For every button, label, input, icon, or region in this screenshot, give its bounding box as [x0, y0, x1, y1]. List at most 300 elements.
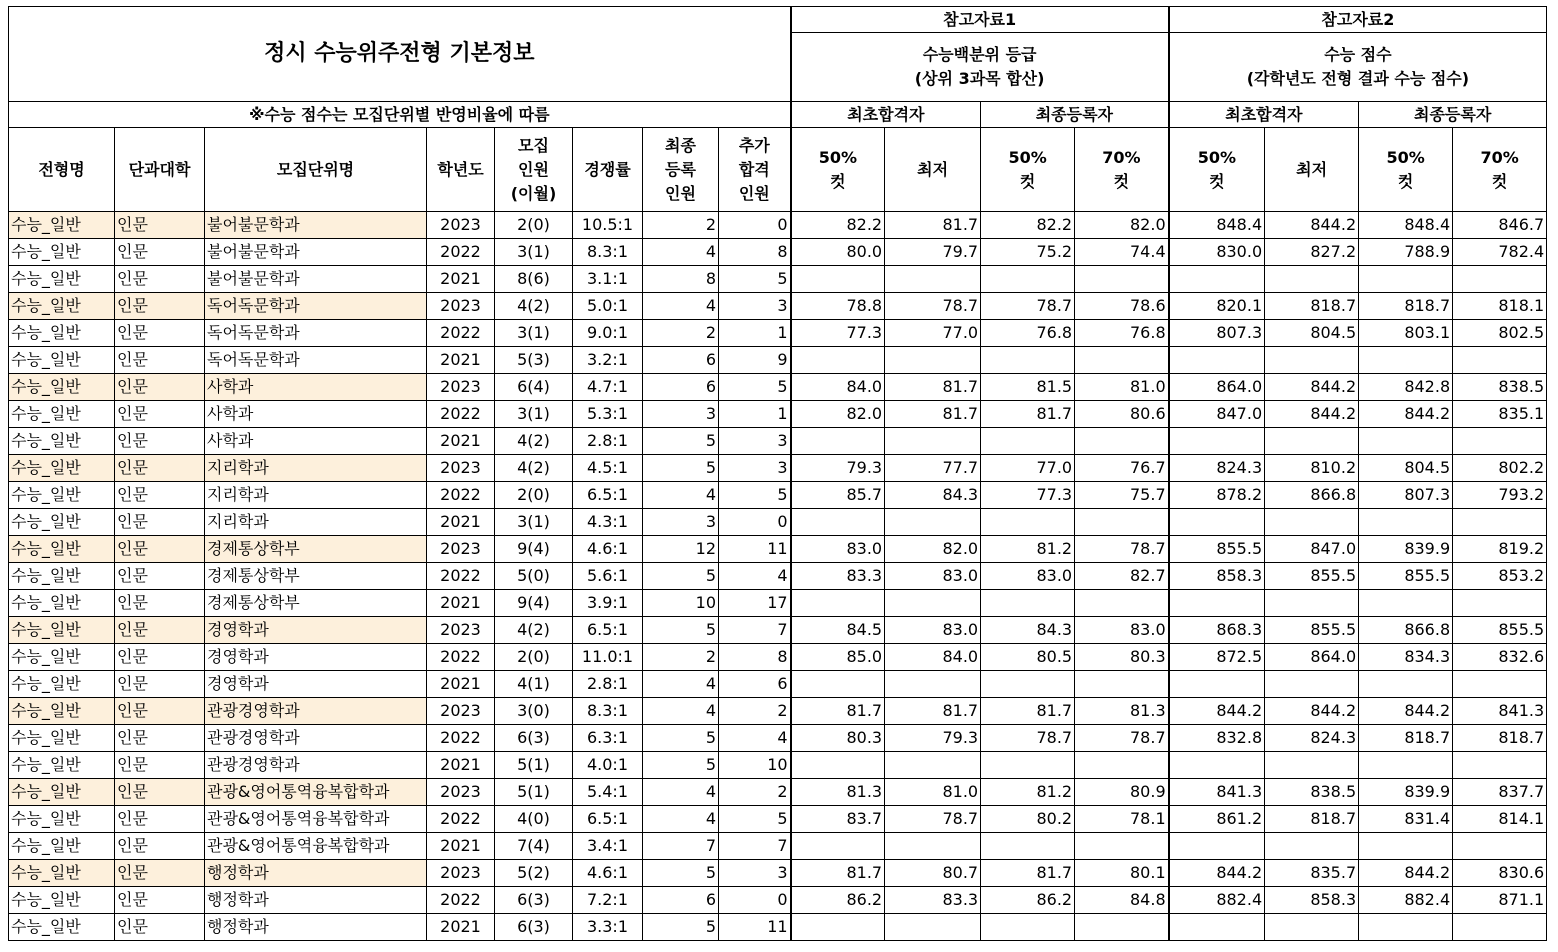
- cell-quota: 5(0): [495, 563, 573, 590]
- cell-year: 2023: [427, 860, 495, 887]
- cell-pct-first-cut50: 81.7: [791, 860, 885, 887]
- cell-college: 인문: [115, 833, 205, 860]
- cell-pct-final-cut70: [1075, 428, 1169, 455]
- cell-ratio: 8.3:1: [573, 698, 643, 725]
- table-row: [9, 536, 1547, 563]
- cell-quota: 9(4): [495, 590, 573, 617]
- cell-ratio: 4.3:1: [573, 509, 643, 536]
- cell-unit: 불어불문학과: [205, 239, 427, 266]
- ref1-description: [791, 33, 1169, 102]
- cell-score-first-cut50: 878.2: [1169, 482, 1265, 509]
- cell-additional-admit: 1: [719, 320, 791, 347]
- cell-score-final-cut50: 844.2: [1359, 401, 1453, 428]
- cell-pct-first-min: 81.7: [885, 212, 981, 239]
- cell-pct-final-cut70: 81.0: [1075, 374, 1169, 401]
- cell-pct-first-min: [885, 671, 981, 698]
- cell-final-enrolled: 5: [643, 860, 719, 887]
- cell-score-final-cut50: 803.1: [1359, 320, 1453, 347]
- cell-additional-admit: 5: [719, 482, 791, 509]
- cell-pct-first-min: 83.3: [885, 887, 981, 914]
- cell-pct-final-cut70: [1075, 347, 1169, 374]
- table-row: [9, 644, 1547, 671]
- cell-pct-final-cut50: 81.2: [981, 779, 1075, 806]
- cell-score-final-cut70: [1453, 509, 1547, 536]
- cell-college: 인문: [115, 806, 205, 833]
- table-row: [9, 671, 1547, 698]
- table-row: [9, 455, 1547, 482]
- table-row: [9, 239, 1547, 266]
- cell-quota: 6(3): [495, 914, 573, 941]
- cell-pct-final-cut50: 78.7: [981, 725, 1075, 752]
- cell-pct-first-cut50: 83.3: [791, 563, 885, 590]
- cell-college: 인문: [115, 590, 205, 617]
- cell-additional-admit: 8: [719, 644, 791, 671]
- cell-ratio: 5.3:1: [573, 401, 643, 428]
- cell-pct-first-min: 77.0: [885, 320, 981, 347]
- cell-score-first-min: [1265, 509, 1359, 536]
- cell-score-first-min: 824.3: [1265, 725, 1359, 752]
- cell-college: 인문: [115, 509, 205, 536]
- cell-pct-first-cut50: 84.5: [791, 617, 885, 644]
- cell-score-final-cut50: [1359, 914, 1453, 941]
- cell-year: 2021: [427, 509, 495, 536]
- table-row: [9, 212, 1547, 239]
- cell-additional-admit: 4: [719, 563, 791, 590]
- cell-score-final-cut50: [1359, 752, 1453, 779]
- cell-college: 인문: [115, 320, 205, 347]
- cell-final-enrolled: 4: [643, 239, 719, 266]
- cell-pct-first-cut50: [791, 914, 885, 941]
- cell-pct-first-cut50: 82.2: [791, 212, 885, 239]
- cell-pct-final-cut50: 81.5: [981, 374, 1075, 401]
- cell-type: 수능_일반: [9, 212, 115, 239]
- cell-score-first-min: [1265, 347, 1359, 374]
- cell-college: 인문: [115, 617, 205, 644]
- col-additional-admit: 추가 합격 인원: [719, 128, 791, 212]
- cell-final-enrolled: 12: [643, 536, 719, 563]
- cell-ratio: 5.0:1: [573, 293, 643, 320]
- cell-quota: 3(0): [495, 698, 573, 725]
- cell-score-final-cut50: [1359, 347, 1453, 374]
- cell-pct-final-cut70: [1075, 671, 1169, 698]
- ref2-label: 참고자료2: [1169, 7, 1547, 33]
- cell-score-first-cut50: [1169, 671, 1265, 698]
- cell-unit: 경영학과: [205, 644, 427, 671]
- cell-score-first-cut50: [1169, 752, 1265, 779]
- cell-college: 인문: [115, 347, 205, 374]
- cell-ratio: 4.6:1: [573, 860, 643, 887]
- cell-type: 수능_일반: [9, 725, 115, 752]
- cell-pct-first-min: 84.0: [885, 644, 981, 671]
- col-type: 전형명: [9, 128, 115, 212]
- cell-pct-final-cut70: 80.6: [1075, 401, 1169, 428]
- cell-type: 수능_일반: [9, 374, 115, 401]
- cell-score-first-min: [1265, 266, 1359, 293]
- cell-score-final-cut50: [1359, 509, 1453, 536]
- cell-unit: 지리학과: [205, 455, 427, 482]
- cell-additional-admit: 5: [719, 374, 791, 401]
- cell-pct-final-cut50: [981, 752, 1075, 779]
- cell-pct-final-cut50: [981, 833, 1075, 860]
- cell-score-final-cut70: 835.1: [1453, 401, 1547, 428]
- cell-type: 수능_일반: [9, 833, 115, 860]
- cell-score-first-cut50: 844.2: [1169, 698, 1265, 725]
- cell-quota: 6(3): [495, 887, 573, 914]
- cell-pct-first-min: 84.3: [885, 482, 981, 509]
- cell-type: 수능_일반: [9, 860, 115, 887]
- cell-year: 2023: [427, 293, 495, 320]
- cell-final-enrolled: 2: [643, 644, 719, 671]
- cell-quota: 2(0): [495, 212, 573, 239]
- cell-pct-first-min: [885, 590, 981, 617]
- cell-pct-final-cut70: [1075, 752, 1169, 779]
- cell-year: 2023: [427, 212, 495, 239]
- cell-year: 2023: [427, 617, 495, 644]
- table-row: [9, 617, 1547, 644]
- table-row: [9, 752, 1547, 779]
- table-row: [9, 374, 1547, 401]
- cell-score-final-cut70: 855.5: [1453, 617, 1547, 644]
- cell-additional-admit: 9: [719, 347, 791, 374]
- cell-unit: 사학과: [205, 374, 427, 401]
- cell-score-first-cut50: [1169, 266, 1265, 293]
- cell-unit: 독어독문학과: [205, 320, 427, 347]
- cell-final-enrolled: 5: [643, 914, 719, 941]
- cell-additional-admit: 11: [719, 914, 791, 941]
- cell-score-final-cut70: 802.2: [1453, 455, 1547, 482]
- cell-type: 수능_일반: [9, 239, 115, 266]
- cell-type: 수능_일반: [9, 320, 115, 347]
- cell-pct-first-min: 81.7: [885, 698, 981, 725]
- cell-score-final-cut50: 882.4: [1359, 887, 1453, 914]
- cell-score-final-cut70: 841.3: [1453, 698, 1547, 725]
- cell-quota: 7(4): [495, 833, 573, 860]
- cell-pct-first-cut50: [791, 833, 885, 860]
- cell-pct-first-min: [885, 833, 981, 860]
- cell-final-enrolled: 6: [643, 347, 719, 374]
- cell-college: 인문: [115, 860, 205, 887]
- cell-pct-first-cut50: 82.0: [791, 401, 885, 428]
- cell-score-first-cut50: 807.3: [1169, 320, 1265, 347]
- ref2-desc-line1: 수능 점수: [1324, 45, 1392, 64]
- cell-score-final-cut70: 818.1: [1453, 293, 1547, 320]
- cell-final-enrolled: 6: [643, 374, 719, 401]
- col-unit: 모집단위명: [205, 128, 427, 212]
- cell-year: 2023: [427, 536, 495, 563]
- cell-year: 2022: [427, 401, 495, 428]
- cell-year: 2021: [427, 590, 495, 617]
- cell-final-enrolled: 2: [643, 320, 719, 347]
- cell-pct-final-cut50: [981, 590, 1075, 617]
- ref1-group-final: 최종등록자: [981, 102, 1169, 128]
- cell-additional-admit: 7: [719, 617, 791, 644]
- cell-ratio: 8.3:1: [573, 239, 643, 266]
- table-row: [9, 266, 1547, 293]
- cell-additional-admit: 10: [719, 752, 791, 779]
- cell-unit: 관광&영어통역융복합학과: [205, 779, 427, 806]
- cell-pct-first-min: 78.7: [885, 293, 981, 320]
- cell-year: 2022: [427, 725, 495, 752]
- cell-unit: 관광경영학과: [205, 725, 427, 752]
- cell-ratio: 3.1:1: [573, 266, 643, 293]
- cell-pct-final-cut50: [981, 428, 1075, 455]
- cell-score-first-min: 844.2: [1265, 401, 1359, 428]
- cell-quota: 4(0): [495, 806, 573, 833]
- cell-unit: 지리학과: [205, 509, 427, 536]
- cell-score-final-cut70: 853.2: [1453, 563, 1547, 590]
- cell-score-first-cut50: [1169, 914, 1265, 941]
- cell-year: 2022: [427, 239, 495, 266]
- cell-pct-final-cut70: 74.4: [1075, 239, 1169, 266]
- cell-score-final-cut70: 802.5: [1453, 320, 1547, 347]
- cell-pct-final-cut50: 81.7: [981, 698, 1075, 725]
- table-row: [9, 698, 1547, 725]
- ref2-group-first: 최초합격자: [1169, 102, 1359, 128]
- cell-pct-final-cut50: 81.2: [981, 536, 1075, 563]
- cell-pct-final-cut50: 84.3: [981, 617, 1075, 644]
- cell-score-final-cut70: 819.2: [1453, 536, 1547, 563]
- table-row: [9, 860, 1547, 887]
- cell-unit: 관광경영학과: [205, 752, 427, 779]
- cell-final-enrolled: 4: [643, 671, 719, 698]
- cell-score-first-min: [1265, 671, 1359, 698]
- cell-score-first-cut50: 847.0: [1169, 401, 1265, 428]
- cell-year: 2021: [427, 914, 495, 941]
- cell-score-first-cut50: 864.0: [1169, 374, 1265, 401]
- cell-score-final-cut70: 818.7: [1453, 725, 1547, 752]
- cell-final-enrolled: 4: [643, 698, 719, 725]
- ref2-desc-line2: (각학년도 전형 결과 수능 점수): [1246, 69, 1470, 88]
- cell-pct-final-cut70: 82.7: [1075, 563, 1169, 590]
- cell-pct-first-min: 83.0: [885, 563, 981, 590]
- col-college: 단과대학: [115, 128, 205, 212]
- cell-year: 2023: [427, 455, 495, 482]
- table-row: [9, 914, 1547, 941]
- cell-college: 인문: [115, 212, 205, 239]
- cell-pct-first-min: 77.7: [885, 455, 981, 482]
- cell-unit: 관광&영어통역융복합학과: [205, 833, 427, 860]
- cell-type: 수능_일반: [9, 617, 115, 644]
- cell-college: 인문: [115, 293, 205, 320]
- cell-score-first-min: 818.7: [1265, 806, 1359, 833]
- cell-ratio: 6.5:1: [573, 482, 643, 509]
- cell-unit: 경영학과: [205, 671, 427, 698]
- cell-additional-admit: 8: [719, 239, 791, 266]
- cell-score-first-min: 810.2: [1265, 455, 1359, 482]
- col-ratio: 경쟁률: [573, 128, 643, 212]
- cell-pct-final-cut70: 80.9: [1075, 779, 1169, 806]
- cell-pct-final-cut70: [1075, 590, 1169, 617]
- cell-type: 수능_일반: [9, 266, 115, 293]
- cell-pct-final-cut50: 86.2: [981, 887, 1075, 914]
- cell-final-enrolled: 6: [643, 887, 719, 914]
- cell-additional-admit: 4: [719, 725, 791, 752]
- cell-score-final-cut70: 782.4: [1453, 239, 1547, 266]
- cell-final-enrolled: 5: [643, 455, 719, 482]
- cell-pct-first-min: 82.0: [885, 536, 981, 563]
- cell-college: 인문: [115, 455, 205, 482]
- cell-type: 수능_일반: [9, 347, 115, 374]
- cell-year: 2021: [427, 428, 495, 455]
- cell-score-first-min: 864.0: [1265, 644, 1359, 671]
- cell-pct-final-cut50: [981, 347, 1075, 374]
- cell-additional-admit: 2: [719, 779, 791, 806]
- cell-pct-first-min: 79.3: [885, 725, 981, 752]
- cell-final-enrolled: 3: [643, 509, 719, 536]
- cell-pct-first-cut50: 77.3: [791, 320, 885, 347]
- cell-ratio: 4.0:1: [573, 752, 643, 779]
- cell-score-final-cut70: [1453, 428, 1547, 455]
- cell-pct-final-cut70: 80.1: [1075, 860, 1169, 887]
- cell-year: 2022: [427, 320, 495, 347]
- cell-ratio: 4.5:1: [573, 455, 643, 482]
- cell-score-first-cut50: [1169, 347, 1265, 374]
- col-score-final-cut70: 70% 컷: [1453, 128, 1547, 212]
- cell-pct-final-cut50: 83.0: [981, 563, 1075, 590]
- cell-final-enrolled: 4: [643, 293, 719, 320]
- cell-pct-final-cut50: 77.0: [981, 455, 1075, 482]
- cell-pct-first-cut50: 83.7: [791, 806, 885, 833]
- cell-ratio: 9.0:1: [573, 320, 643, 347]
- cell-score-final-cut50: 855.5: [1359, 563, 1453, 590]
- cell-type: 수능_일반: [9, 401, 115, 428]
- ref2-group-final: 최종등록자: [1359, 102, 1547, 128]
- admissions-table: [8, 6, 1547, 941]
- cell-score-final-cut50: 818.7: [1359, 725, 1453, 752]
- cell-additional-admit: 7: [719, 833, 791, 860]
- cell-college: 인문: [115, 482, 205, 509]
- cell-additional-admit: 1: [719, 401, 791, 428]
- cell-year: 2021: [427, 347, 495, 374]
- cell-pct-final-cut70: 84.8: [1075, 887, 1169, 914]
- cell-pct-final-cut50: 78.7: [981, 293, 1075, 320]
- cell-score-final-cut70: 838.5: [1453, 374, 1547, 401]
- table-row: [9, 563, 1547, 590]
- cell-type: 수능_일반: [9, 644, 115, 671]
- cell-year: 2021: [427, 833, 495, 860]
- cell-ratio: 10.5:1: [573, 212, 643, 239]
- cell-final-enrolled: 5: [643, 428, 719, 455]
- cell-pct-first-min: 79.7: [885, 239, 981, 266]
- table-row: [9, 482, 1547, 509]
- cell-unit: 경제통상학부: [205, 563, 427, 590]
- score-note: ※수능 점수는 모집단위별 반영비율에 따름: [9, 102, 791, 128]
- cell-pct-first-cut50: 81.7: [791, 698, 885, 725]
- cell-score-final-cut70: 832.6: [1453, 644, 1547, 671]
- cell-unit: 경제통상학부: [205, 536, 427, 563]
- cell-pct-first-min: 81.0: [885, 779, 981, 806]
- cell-additional-admit: 3: [719, 428, 791, 455]
- col-score-first-min: 최저: [1265, 128, 1359, 212]
- cell-score-final-cut70: [1453, 914, 1547, 941]
- cell-college: 인문: [115, 752, 205, 779]
- col-score-final-cut50: 50% 컷: [1359, 128, 1453, 212]
- cell-score-first-cut50: 861.2: [1169, 806, 1265, 833]
- cell-ratio: 5.4:1: [573, 779, 643, 806]
- cell-quota: 4(1): [495, 671, 573, 698]
- cell-score-first-min: 835.7: [1265, 860, 1359, 887]
- cell-final-enrolled: 10: [643, 590, 719, 617]
- cell-score-final-cut50: [1359, 833, 1453, 860]
- cell-score-first-cut50: 830.0: [1169, 239, 1265, 266]
- cell-unit: 경영학과: [205, 617, 427, 644]
- cell-type: 수능_일반: [9, 698, 115, 725]
- cell-college: 인문: [115, 698, 205, 725]
- cell-score-final-cut50: 818.7: [1359, 293, 1453, 320]
- cell-unit: 관광&영어통역융복합학과: [205, 806, 427, 833]
- cell-score-final-cut70: 793.2: [1453, 482, 1547, 509]
- cell-quota: 5(3): [495, 347, 573, 374]
- cell-score-first-min: 844.2: [1265, 212, 1359, 239]
- cell-score-final-cut50: 844.2: [1359, 860, 1453, 887]
- cell-college: 인문: [115, 428, 205, 455]
- ref1-label: 참고자료1: [791, 7, 1169, 33]
- cell-college: 인문: [115, 887, 205, 914]
- cell-type: 수능_일반: [9, 293, 115, 320]
- cell-final-enrolled: 5: [643, 617, 719, 644]
- cell-score-final-cut50: 804.5: [1359, 455, 1453, 482]
- cell-college: 인문: [115, 239, 205, 266]
- cell-score-first-min: [1265, 833, 1359, 860]
- cell-final-enrolled: 4: [643, 779, 719, 806]
- cell-pct-first-cut50: 81.3: [791, 779, 885, 806]
- cell-quota: 3(1): [495, 239, 573, 266]
- cell-additional-admit: 3: [719, 293, 791, 320]
- cell-year: 2022: [427, 563, 495, 590]
- cell-score-final-cut70: 871.1: [1453, 887, 1547, 914]
- col-quota: 모집 인원 (이월): [495, 128, 573, 212]
- cell-pct-final-cut50: 75.2: [981, 239, 1075, 266]
- cell-quota: 5(1): [495, 752, 573, 779]
- cell-score-first-min: 855.5: [1265, 617, 1359, 644]
- cell-pct-first-min: [885, 509, 981, 536]
- table-row: [9, 590, 1547, 617]
- cell-final-enrolled: 4: [643, 482, 719, 509]
- cell-score-first-min: 847.0: [1265, 536, 1359, 563]
- cell-score-first-cut50: 848.4: [1169, 212, 1265, 239]
- cell-type: 수능_일반: [9, 509, 115, 536]
- cell-pct-final-cut50: 76.8: [981, 320, 1075, 347]
- cell-ratio: 11.0:1: [573, 644, 643, 671]
- cell-unit: 지리학과: [205, 482, 427, 509]
- cell-additional-admit: 0: [719, 887, 791, 914]
- cell-pct-final-cut70: [1075, 266, 1169, 293]
- cell-score-first-cut50: 855.5: [1169, 536, 1265, 563]
- cell-final-enrolled: 3: [643, 401, 719, 428]
- cell-score-first-cut50: 832.8: [1169, 725, 1265, 752]
- cell-score-final-cut50: 807.3: [1359, 482, 1453, 509]
- cell-ratio: 3.3:1: [573, 914, 643, 941]
- cell-type: 수능_일반: [9, 482, 115, 509]
- col-final-enrolled: 최종 등록 인원: [643, 128, 719, 212]
- col-pct-final-cut50: 50% 컷: [981, 128, 1075, 212]
- cell-pct-first-cut50: 80.3: [791, 725, 885, 752]
- cell-score-first-cut50: 882.4: [1169, 887, 1265, 914]
- cell-score-first-cut50: [1169, 428, 1265, 455]
- cell-additional-admit: 5: [719, 266, 791, 293]
- cell-score-final-cut50: [1359, 428, 1453, 455]
- cell-score-final-cut70: 830.6: [1453, 860, 1547, 887]
- cell-ratio: 3.4:1: [573, 833, 643, 860]
- cell-college: 인문: [115, 536, 205, 563]
- cell-score-first-min: [1265, 914, 1359, 941]
- cell-score-final-cut50: 834.3: [1359, 644, 1453, 671]
- cell-quota: 3(1): [495, 320, 573, 347]
- cell-score-final-cut50: [1359, 590, 1453, 617]
- cell-score-final-cut50: 848.4: [1359, 212, 1453, 239]
- cell-unit: 행정학과: [205, 860, 427, 887]
- cell-college: 인문: [115, 725, 205, 752]
